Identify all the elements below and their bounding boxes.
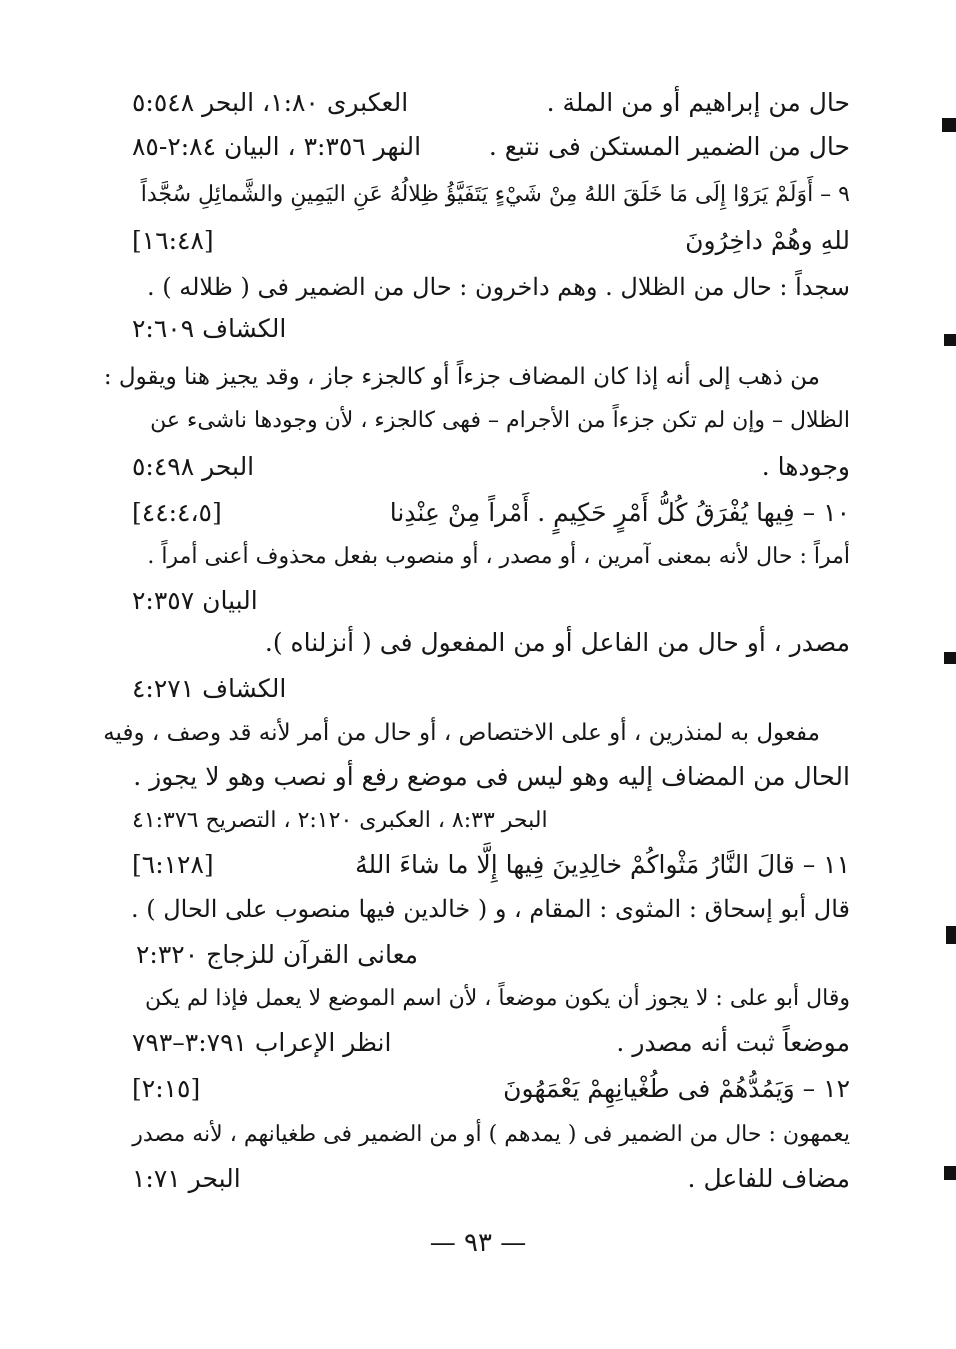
- text-line: حال من الضمير المستكن فى نتبع .: [488, 132, 850, 161]
- reference-citation: الكشاف ٢:٦٠٩: [132, 314, 287, 343]
- reference-citation: البحر ٥:٤٩٨: [132, 452, 255, 481]
- text-line: الظلال – وإن لم تكن جزءاً من الأجرام – فهى كالجزء ، لأن وجودها ناشىء عن: [150, 408, 850, 433]
- text-line: قال أبو إسحاق : المثوى : المقام ، و ( خالدين فيها منصوب على الحال ) .: [130, 895, 850, 923]
- text-line: ٩ – أَوَلَمْ يَرَوْا إِلَى مَا خَلَقَ اللهُ مِنْ شَيْءٍ يَتَفَيَّؤُ ظِلالُهُ عَنِ اليَمِينِ والشَّمائِلِ سُجَّداً: [140, 182, 850, 207]
- reference-citation: معانى القرآن للزجاج ٢:٣٢٠: [136, 940, 419, 969]
- text-line: وقال أبو على : لا يجوز أن يكون موضعاً ، لأن اسم الموضع لا يعمل فإذا لم يكن: [145, 986, 850, 1011]
- scan-edge-mark: [944, 334, 956, 346]
- reference-citation: [١٦:٤٨]: [132, 226, 214, 255]
- text-line: موضعاً ثبت أنه مصدر .: [616, 1028, 850, 1057]
- reference-citation: انظر الإعراب ٣:٧٩١–٧٩٣: [132, 1028, 392, 1057]
- text-line: يعمهون : حال من الضمير فى ( يمدهم ) أو من الضمير فى طغيانهم ، لأنه مصدر: [132, 1122, 850, 1147]
- text-line: ١٢ – وَيَمُدُّهُمْ فى طُغْيانِهِمْ يَعْمَهُونَ: [503, 1074, 850, 1103]
- reference-citation: الكشاف ٤:٢٧١: [132, 674, 287, 703]
- scan-edge-mark: [946, 926, 956, 944]
- text-line: مضاف للفاعل .: [687, 1164, 850, 1193]
- text-line: الحال من المضاف إليه وهو ليس فى موضع رفع أو نصب وهو لا يجوز .: [133, 762, 850, 791]
- text-line: مصدر ، أو حال من الفاعل أو من المفعول فى ( أنزلناه ).: [264, 628, 850, 657]
- text-line: للهِ وهُمْ داخِرُونَ: [685, 226, 850, 255]
- text-line: سجداً : حال من الظلال . وهم داخرون : حال من الضمير فى ( ظلاله ) .: [146, 273, 850, 301]
- scan-edge-mark: [942, 118, 956, 132]
- text-line: ١٠ – فِيها يُفْرَقُ كُلُّ أَمْرٍ حَكِيمٍ . أَمْراً مِنْ عِنْدِنا: [389, 498, 850, 527]
- scan-edge-mark: [944, 1166, 956, 1180]
- text-line: حال من إبراهيم أو من الملة .: [546, 88, 850, 117]
- text-line: من ذهب إلى أنه إذا كان المضاف جزءاً أو كالجزء جاز ، وقد يجيز هنا ويقول :: [103, 364, 820, 390]
- text-line: أمراً : حال لأنه بمعنى آمرين ، أو مصدر ، أو منصوب بفعل محذوف أعنى أمراً .: [147, 544, 850, 569]
- text-line: ١١ – قالَ النَّارُ مَثْواكُمْ خالِدِينَ فِيها إِلَّا ما شاءَ اللهُ: [355, 850, 850, 879]
- scan-edge-mark: [944, 652, 956, 664]
- reference-citation: البحر ١:٧١: [132, 1164, 241, 1193]
- page-number: — ٩٣ —: [429, 1228, 527, 1258]
- reference-citation: العكبرى ١:٨٠، البحر ٥:٥٤٨: [132, 88, 409, 117]
- reference-citation: النهر ٣:٣٥٦ ، البيان ٢:٨٤-٨٥: [132, 132, 422, 161]
- reference-citation: [٦:١٢٨]: [132, 850, 214, 879]
- reference-citation: البحر ٨:٣٣ ، العكبرى ٢:١٢٠ ، التصريح ٤١:٣٧٦: [132, 808, 548, 833]
- reference-citation: البيان ٢:٣٥٧: [132, 586, 258, 615]
- text-line: وجودها .: [761, 452, 850, 481]
- reference-citation: [٤٤:٤،٥]: [132, 498, 222, 527]
- reference-citation: [٢:١٥]: [132, 1074, 201, 1103]
- text-line: مفعول به لمنذرين ، أو على الاختصاص ، أو حال من أمر لأنه قد وصف ، وفيه: [103, 720, 820, 746]
